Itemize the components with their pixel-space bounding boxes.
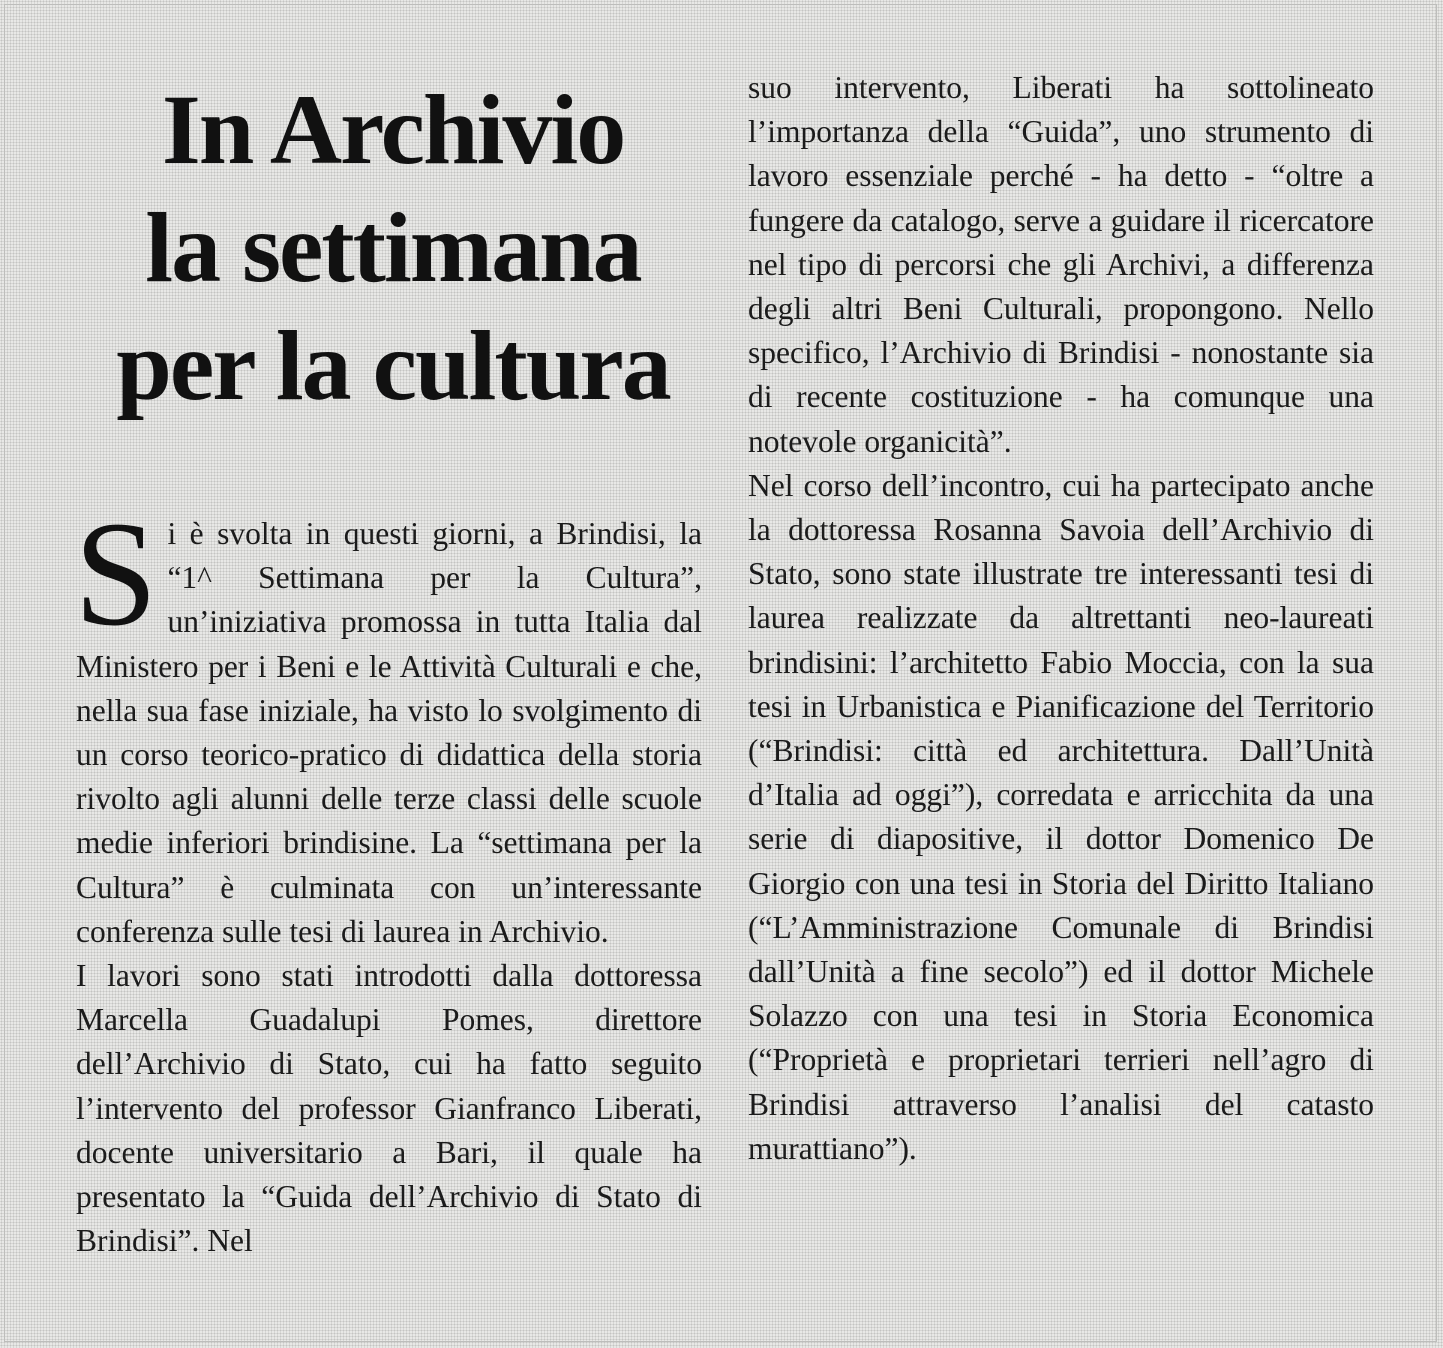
paragraph-guide: suo intervento, Liberati ha sottolineato l’importanza della “Guida”, uno strumento di lavoro essenziale perché - ha detto - “oltre a fungere da catalogo, serve a guidare il ricercatore nel tipo di percorsi che gli Archivi, a differenza degli altri Beni Culturali, propongono. Nello specifico, l’Archivio di Brindisi - nonostante sia di recente costituzione - ha comunque una notevole organicità”. bbox=[748, 70, 1374, 459]
left-column bbox=[74, 491, 702, 1263]
headline-line-2: la settimana bbox=[145, 192, 641, 303]
right-column bbox=[748, 66, 1374, 1171]
drop-cap: S bbox=[74, 491, 158, 657]
headline-line-1: In Archivio bbox=[161, 74, 625, 185]
headline-line-3: per la cultura bbox=[116, 310, 670, 421]
paragraph-intro bbox=[74, 491, 702, 954]
paragraph-theses: Nel corso dell’incontro, cui ha partecipato anche la dottoressa Rosanna Savoia dell’Archivio di Stato, sono state illustrate tre interessanti tesi di laurea realizzate da altrettanti neo-laureati brindisini: l’architetto Fabio Moccia, con la sua tesi in Urbanistica e Pianificazione del Territorio (“Brindisi: città ed architettura. Dall’Unità d’Italia ad oggi”), corredata e arricchita da una serie di diapositive, il dottor Domenico De Giorgio con una tesi in Storia del Diritto Italiano (“L’Amministrazione Comunale di Brindisi dall’Unità a fine secolo”) ed il dottor Michele Solazzo con una tesi in Storia Economica (“Proprietà e proprietari terrieri nell’agro di Brindisi attraverso l’analisi del catasto murattiano”). bbox=[748, 467, 1374, 1166]
paragraph-speakers: I lavori sono stati introdotti dalla dottoressa Marcella Guadalupi Pomes, direttore dell’Archivio di Stato, cui ha fatto seguito l’intervento del professor Gianfranco Liberati, docente universitario a Bari, il quale ha presentato la “Guida dell’Archivio di Stato di Brindisi”. Nel bbox=[76, 958, 702, 1259]
paragraph-intro-text: i è svolta in questi giorni, a Brindisi, la “1^ Settimana per la Cultura”, un’iniziativa promossa in tutta Italia dal Ministero per i Beni e le Attività Culturali e che, nella sua fase iniziale, ha visto lo svolgimento di un corso teorico-pratico di didattica della storia rivolto agli alunni delle terze classi delle scuole medie inferiori brindisine. La “settimana per la Cultura” è culminata con un’interessante conferenza sulle tesi di laurea in Archivio. bbox=[76, 516, 702, 949]
article-headline bbox=[75, 71, 711, 425]
